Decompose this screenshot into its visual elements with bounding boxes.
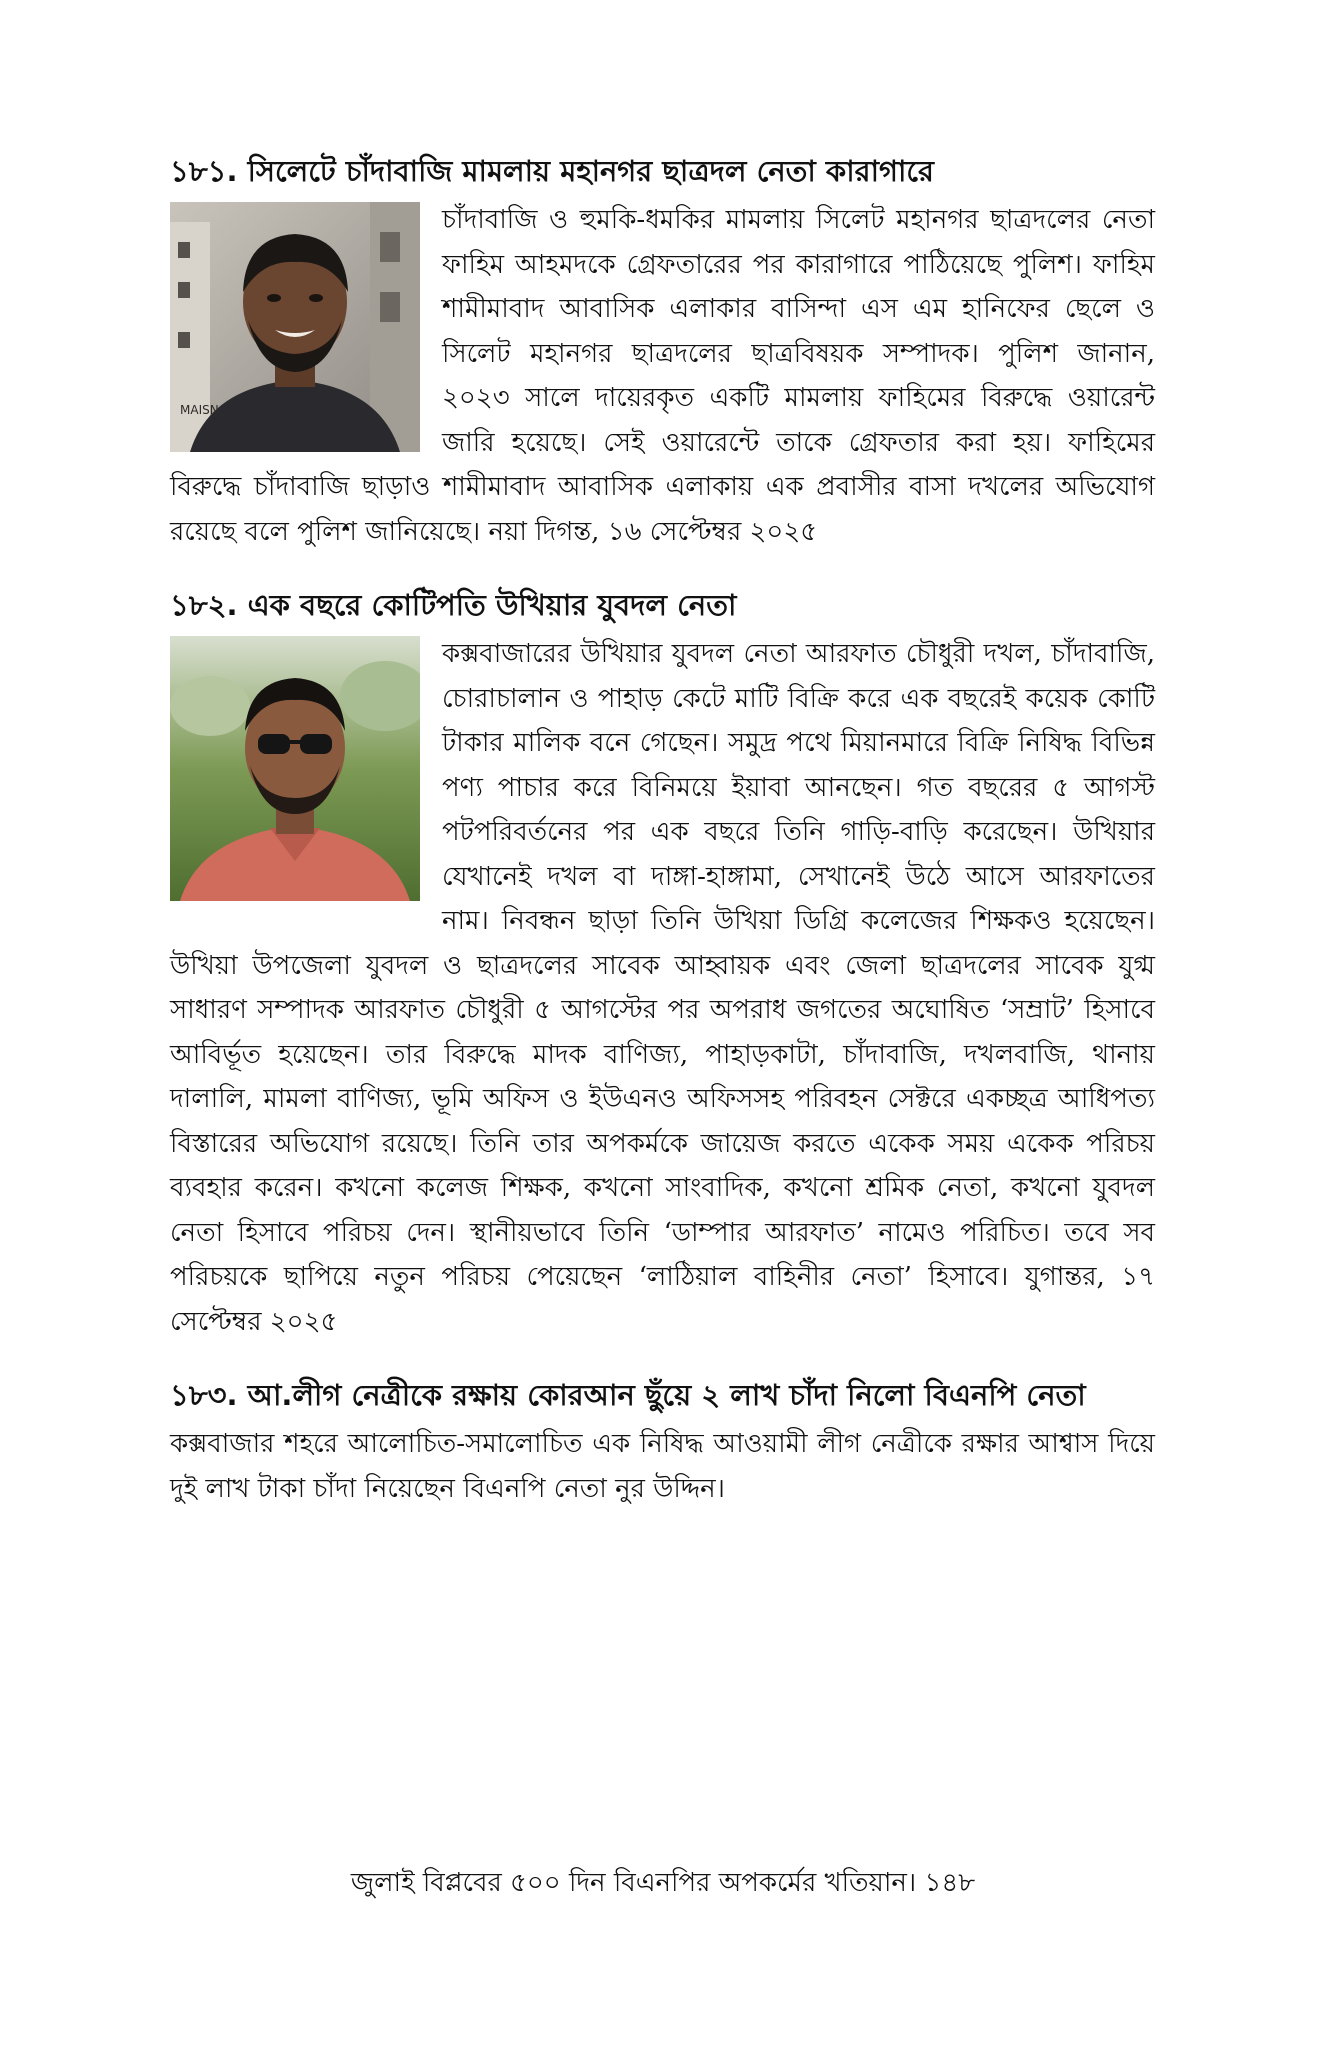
article-headline: ১৮১. সিলেটে চাঁদাবাজি মামলায় মহানগর ছাত্রদল নেতা কারাগারে <box>170 154 935 188</box>
article-headline: ১৮৩. আ.লীগ নেত্রীকে রক্ষায় কোরআন ছুঁয়ে ২ লাখ চাঁদা নিলো বিএনপি নেতা <box>170 1378 1086 1412</box>
photo-arfat <box>170 636 420 901</box>
article-headline: ১৮২. এক বছরে কোটিপতি উখিয়ার যুবদল নেতা <box>170 588 737 622</box>
article-body: চাঁদাবাজি ও হুমকি-ধমকির মামলায় সিলেট মহানগর ছাত্রদলের নেতা ফাহিম আহমদকে গ্রেফতারের পর কারাগারে পাঠিয়েছে পুলিশ। ফাহিম শামীমাবাদ আবাসিক এলাকার বাসিন্দা এস এম হানিফের ছেলে ও সিলেট মহানগর ছাত্রদলের ছাত্রবিষয়ক সম্পাদক। পুলিশ জানান, ২০২৩ সালে দায়েরকৃত একটি মামলায় ফাহিমের বিরুদ্ধে ওয়ারেন্ট জারি হয়েছে। সেই ওয়ারেন্টে তাকে গ্রেফতার করা হয়। ফাহিমের বিরুদ্ধে চাঁদাবাজি ছাড়াও শামীমাবাদ আবাসিক এলাকায় এক প্রবাসীর বাসা দখলের অভিযোগ রয়েছে বলে পুলিশ জানিয়েছে। নয়া দিগন্ত, ১৬ সেপ্টেম্বর ২০২৫ <box>170 205 1155 547</box>
photo-sign-text: MAISN <box>180 403 219 417</box>
photo-fahim <box>170 202 420 452</box>
page-content <box>170 148 1155 1539</box>
article-body: কক্সবাজারের উখিয়ার যুবদল নেতা আরফাত চৌধুরী দখল, চাঁদাবাজি, চোরাচালান ও পাহাড় কেটে মাটি বিক্রি করে এক বছরেই কয়েক কোটি টাকার মালিক বনে গেছেন। সমুদ্র পথে মিয়ানমারে বিক্রি নিষিদ্ধ বিভিন্ন পণ্য পাচার করে বিনিময়ে ইয়াবা আনছেন। গত বছরের ৫ আগস্ট পটপরিবর্তনের পর এক বছরে তিনি গাড়ি-বাড়ি করেছেন। উখিয়ার যেখানেই দখল বা দাঙ্গা-হাঙ্গামা, সেখানেই উঠে আসে আরফাতের নাম। নিবন্ধন ছাড়া তিনি উখিয়া ডিগ্রি কলেজের শিক্ষকও হয়েছেন।উখিয়া উপজেলা যুবদল ও ছাত্রদলের সাবেক আহ্বায়ক এবং জেলা ছাত্রদলের সাবেক যুগ্ম সাধারণ সম্পাদক আরফাত চৌধুরী ৫ আগস্টের পর অপরাধ জগতের অঘোষিত ‘সম্রাট’ হিসাবে আবির্ভূত হয়েছেন। তার বিরুদ্ধে মাদক বাণিজ্য, পাহাড়কাটা, চাঁদাবাজি, দখলবাজি, থানায় দালালি, মামলা বাণিজ্য, ভূমি অফিস ও ইউএনও অফিসসহ পরিবহন সেক্টরে একচ্ছত্র আধিপত্য বিস্তারের অভিযোগ রয়েছে। তিনি তার অপকর্মকে জায়েজ করতে একেক সময় একেক পরিচয় ব্যবহার করেন। কখনো কলেজ শিক্ষক, কখনো সাংবাদিক, কখনো শ্রমিক নেতা, কখনো যুবদল নেতা হিসাবে পরিচয় দেন। স্থানীয়ভাবে তিনি ‘ডাম্পার আরফাত’ নামেও পরিচিত। তবে সব পরিচয়কে ছাপিয়ে নতুন পরিচয় পেয়েছেন ‘লাঠিয়াল বাহিনীর নেতা’ হিসাবে। যুগান্তর, ১৭ সেপ্টেম্বর ২০২৫ <box>170 639 1155 1337</box>
article-body: কক্সবাজার শহরে আলোচিত-সমালোচিত এক নিষিদ্ধ আওয়ামী লীগ নেত্রীকে রক্ষার আশ্বাস দিয়ে দুই লাখ টাকা চাঁদা নিয়েছেন বিএনপি নেতা নুর উদ্দিন। <box>170 1429 1155 1504</box>
page-footer: জুলাই বিপ্লবের ৫০০ দিন বিএনপির অপকর্মের খতিয়ান। ১৪৮ <box>350 1868 976 1898</box>
article-183 <box>170 1372 1155 1511</box>
article-182 <box>170 582 1155 1344</box>
article-181 <box>170 148 1155 554</box>
